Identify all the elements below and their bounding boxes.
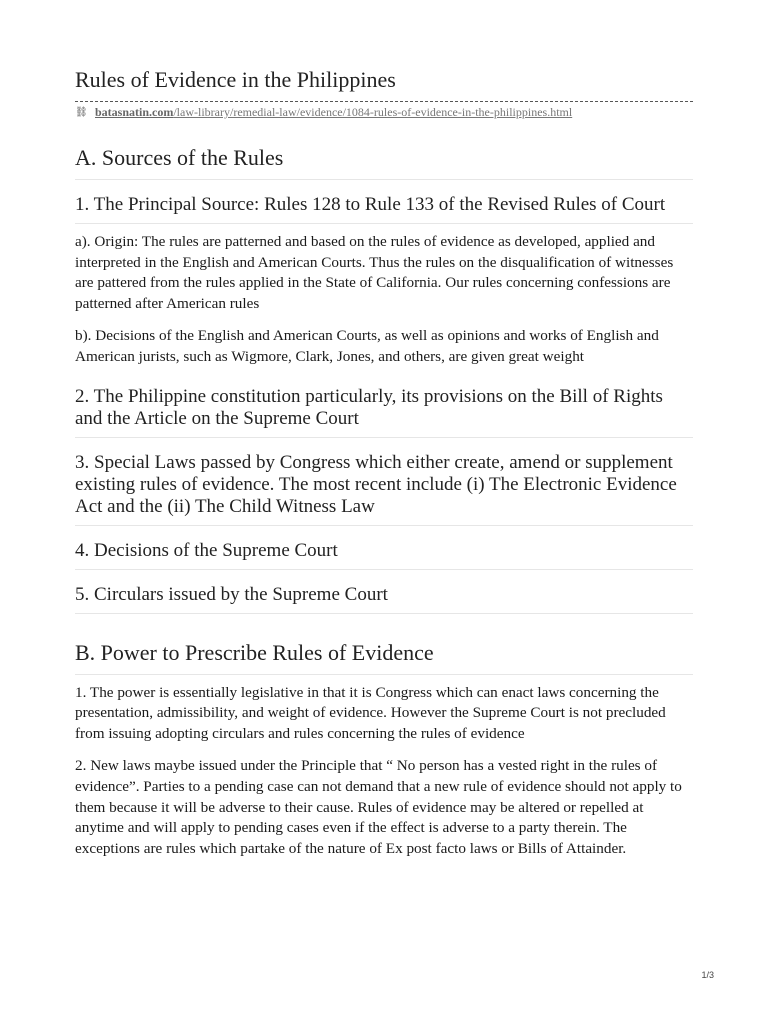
- section-heading-sources: A. Sources of the Rules: [75, 144, 693, 180]
- source-url[interactable]: [75, 105, 693, 119]
- paragraph-origin: a). Origin: The rules are patterned and based on the rules of evidence as developed, applied and interpreted in the English and American Courts. Thus the rules on the disqualification of witnesses are pattered from the rules applied in the State of California. Our rules concerning confessions are patterned after American rules: [75, 233, 674, 312]
- title-divider: [75, 101, 693, 102]
- section-heading-power: B. Power to Prescribe Rules of Evidence: [75, 639, 693, 675]
- link-icon: ⛓: [75, 106, 88, 118]
- paragraph-decisions-foreign: b). Decisions of the English and American Courts, as well as opinions and works of English and American jurists, such as Wigmore, Clark, Jones, and others, are given great weight: [75, 327, 659, 365]
- subheading-supreme-court-decisions: 4. Decisions of the Supreme Court: [75, 526, 693, 570]
- subheading-circulars: 5. Circulars issued by the Supreme Court: [75, 570, 693, 614]
- subheading-principal-source: 1. The Principal Source: Rules 128 to Rule 133 of the Revised Rules of Court: [75, 180, 693, 224]
- subheading-special-laws: 3. Special Laws passed by Congress which either create, amend or supplement existing rules of evidence. The most recent include (i) The Electronic Evidence Act and the (ii) The Child Witness Law: [75, 438, 693, 526]
- document-page: [75, 66, 693, 863]
- paragraph-power-legislative: 1. The power is essentially legislative in that it is Congress which can enact laws concerning the presentation, admissibility, and weight of evidence. However the Supreme Court is not precluded from issuing adopting circulars and rules concerning the rules of evidence: [75, 683, 666, 742]
- subheading-constitution: 2. The Philippine constitution particularly, its provisions on the Bill of Rights and the Article on the Supreme Court: [75, 372, 693, 438]
- source-domain[interactable]: batasnatin.com: [95, 105, 174, 119]
- page-number: 1/3: [701, 970, 714, 980]
- source-path[interactable]: /law-library/remedial-law/evidence/1084-rules-of-evidence-in-the-philippines.html: [173, 105, 573, 119]
- paragraph-new-laws: 2. New laws maybe issued under the Principle that “ No person has a vested right in the rules of evidence”. Parties to a pending case can not demand that a new rule of evidence should not apply to them because it will be adverse to their cause. Rules of evidence may be altered or repelled at anytime and will apply to pending cases even if the effect is adverse to a party therein. The exceptions are rules which partake of the nature of Ex post facto laws or Bills of Attainder.: [75, 757, 682, 857]
- document-title: Rules of Evidence in the Philippines: [75, 67, 396, 92]
